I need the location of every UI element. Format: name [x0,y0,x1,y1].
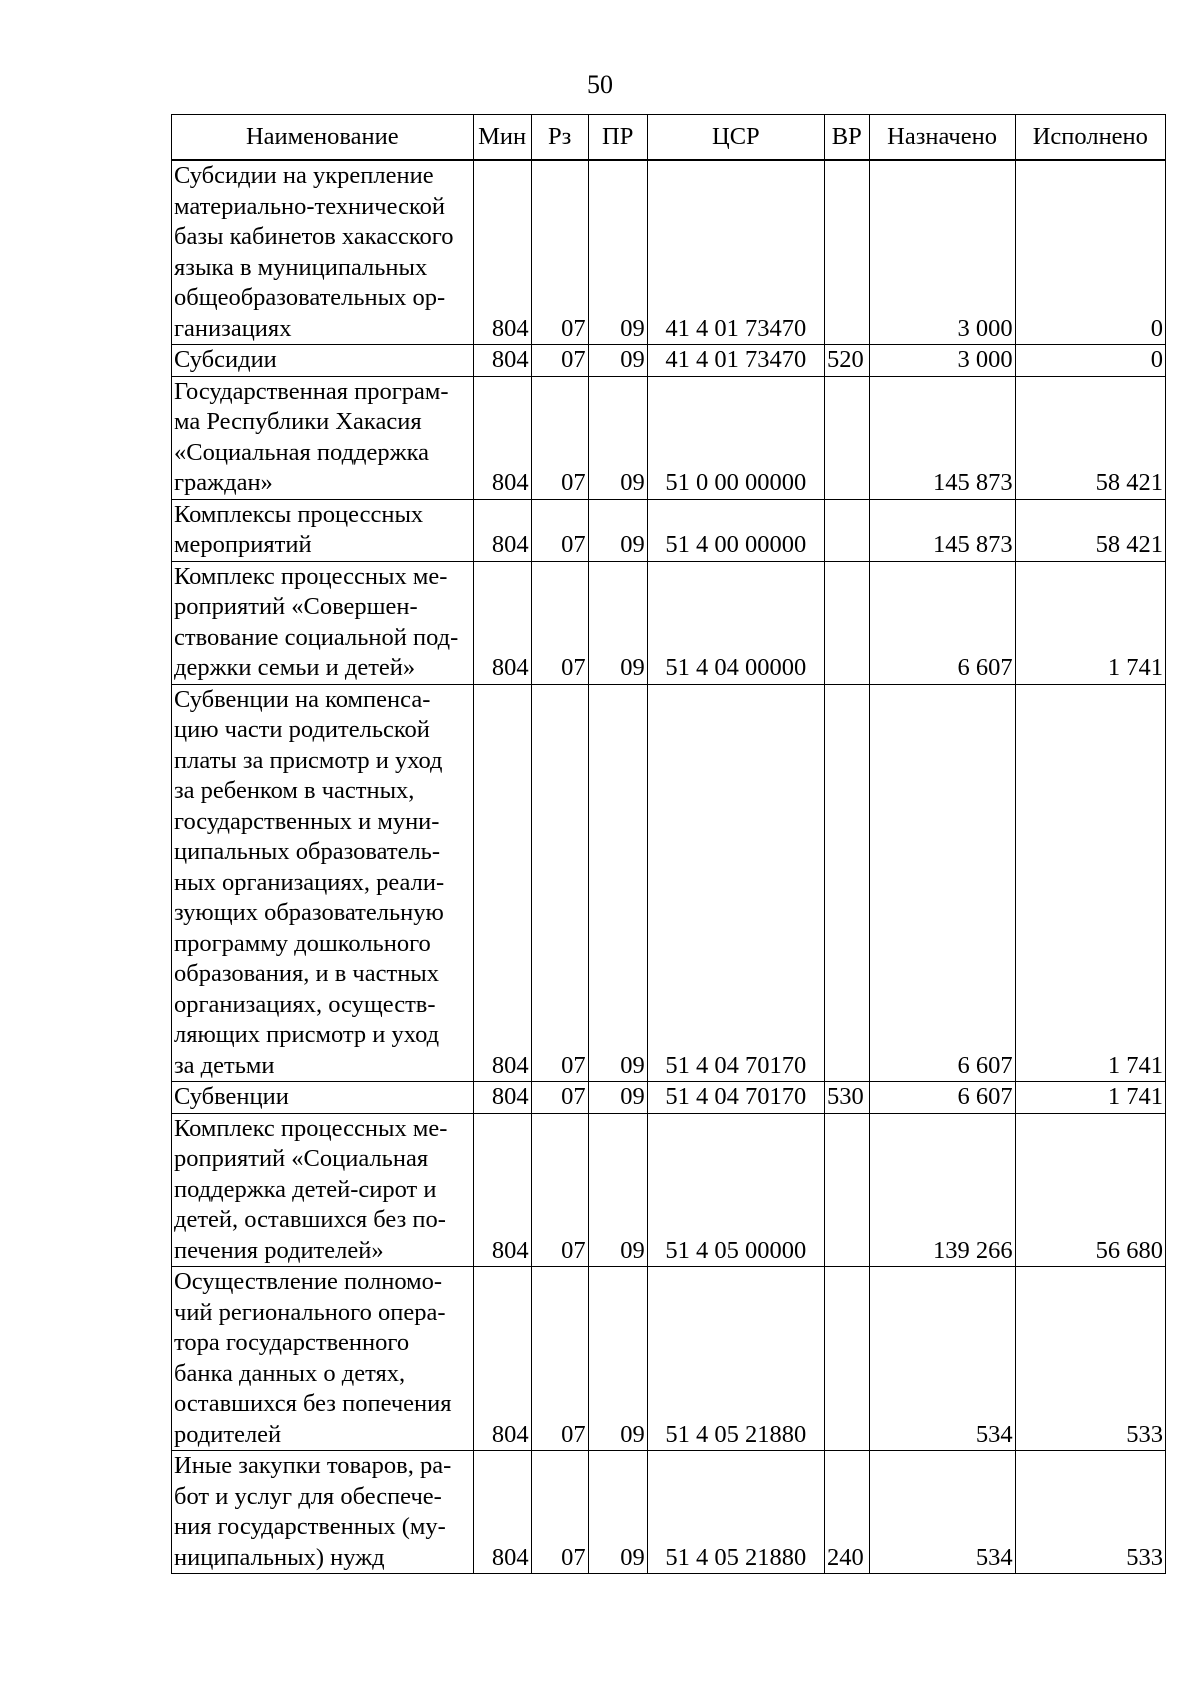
rz-cell: 07 [531,376,588,499]
assigned-cell: 145 873 [869,499,1015,561]
pr-cell: 09 [588,499,647,561]
name-line: языка в муниципальных [174,253,428,281]
table-row [172,160,1166,345]
csr-cell: 41 4 01 73470 [647,345,824,377]
executed-cell: 1 741 [1015,684,1165,1082]
name-line: базы кабинетов хакасского [174,223,454,250]
column-header-rz: Рз [531,115,588,161]
name-line: Субвенции на компенса- [174,685,431,713]
csr-cell: 51 0 00 00000 [647,376,824,499]
name-line: ципальных образователь- [174,838,441,865]
column-header-assigned: Назначено [869,115,1015,161]
rz-cell: 07 [531,1451,588,1574]
vr-cell [824,561,869,684]
name-line: Осуществление полномо- [174,1268,443,1295]
assigned-cell: 139 266 [869,1113,1015,1267]
min-cell: 804 [473,1451,531,1574]
name-line: мероприятий [174,531,312,558]
page-number: 50 [587,70,613,99]
csr-cell: 51 4 04 70170 [647,1082,824,1114]
budget-table [171,114,1166,1574]
vr-cell [824,1267,869,1451]
name-cell [172,1082,474,1114]
assigned-cell: 534 [869,1451,1015,1574]
pr-cell: 09 [588,345,647,377]
min-cell: 804 [473,1113,531,1267]
column-header-vr: ВР [824,115,869,161]
name-line: тора государственного [174,1329,410,1356]
name-line: государственных и муни- [174,807,440,835]
vr-cell: 520 [824,345,869,377]
table-row [172,1267,1166,1451]
pr-cell: 09 [588,1267,647,1451]
name-line: роприятий «Совершен- [174,593,418,620]
csr-cell: 51 4 04 70170 [647,684,824,1082]
executed-cell: 0 [1015,345,1165,377]
name-line: роприятий «Социальная [174,1145,429,1172]
table-body [172,160,1166,1574]
name-line: программу дошкольного [174,929,431,957]
vr-cell [824,1113,869,1267]
rz-cell: 07 [531,561,588,684]
assigned-cell: 3 000 [869,345,1015,377]
name-cell [172,345,474,377]
name-cell [172,684,474,1082]
csr-cell: 51 4 05 00000 [647,1113,824,1267]
assigned-cell: 534 [869,1267,1015,1451]
rz-cell: 07 [531,684,588,1082]
vr-cell: 530 [824,1082,869,1114]
executed-cell: 58 421 [1015,499,1165,561]
name-line: печения родителей» [174,1236,384,1264]
name-line: Государственная програм- [174,377,449,405]
pr-cell: 09 [588,1082,647,1114]
assigned-cell: 145 873 [869,376,1015,499]
name-cell [172,1451,474,1574]
min-cell: 804 [473,160,531,345]
table-header-row [172,115,1166,161]
table-row [172,499,1166,561]
name-line: ганизациях [174,314,292,342]
vr-cell [824,376,869,499]
table-row [172,376,1166,499]
name-line: банка данных о детях, [174,1359,406,1387]
name-line: цию части родительской [174,716,430,743]
rz-cell: 07 [531,160,588,345]
pr-cell: 09 [588,160,647,345]
name-cell [172,160,474,345]
name-line: Иные закупки товаров, ра- [174,1452,452,1479]
column-header-name: Наименование [172,115,474,161]
vr-cell [824,684,869,1082]
csr-cell: 51 4 04 00000 [647,561,824,684]
name-line: Субвенции [174,1083,289,1110]
min-cell: 804 [473,1082,531,1114]
name-line: за детьми [174,1051,275,1079]
table-row [172,345,1166,377]
name-line: ния государственных (му- [174,1513,446,1540]
column-header-min: Мин [473,115,531,161]
table-row [172,684,1166,1082]
column-header-csr: ЦСР [647,115,824,161]
name-cell [172,1267,474,1451]
min-cell: 804 [473,684,531,1082]
min-cell: 804 [473,561,531,684]
column-header-executed: Исполнено [1015,115,1165,161]
assigned-cell: 3 000 [869,160,1015,345]
vr-cell [824,160,869,345]
name-line: граждан» [174,469,273,496]
rz-cell: 07 [531,1267,588,1451]
name-line: оставшихся без попечения [174,1390,452,1417]
csr-cell: 51 4 00 00000 [647,499,824,561]
name-line: общеобразовательных ор- [174,284,446,311]
name-line: чий регионального опера- [174,1298,446,1326]
table-row [172,1113,1166,1267]
name-line: «Социальная поддержка [174,438,429,466]
assigned-cell: 6 607 [869,1082,1015,1114]
vr-cell [824,499,869,561]
executed-cell: 533 [1015,1451,1165,1574]
rz-cell: 07 [531,1082,588,1114]
name-line: Комплексы процессных [174,500,424,528]
column-header-pr: ПР [588,115,647,161]
name-line: материально-технической [174,192,445,220]
name-line: Комплекс процессных ме- [174,562,448,590]
name-cell [172,376,474,499]
executed-cell: 0 [1015,160,1165,345]
executed-cell: 1 741 [1015,1082,1165,1114]
table-row [172,561,1166,684]
csr-cell: 51 4 05 21880 [647,1267,824,1451]
name-line: образования, и в частных [174,960,440,987]
min-cell: 804 [473,499,531,561]
name-line: держки семьи и детей» [174,654,416,681]
pr-cell: 09 [588,376,647,499]
min-cell: 804 [473,1267,531,1451]
executed-cell: 58 421 [1015,376,1165,499]
rz-cell: 07 [531,499,588,561]
rz-cell: 07 [531,1113,588,1267]
name-cell [172,561,474,684]
assigned-cell: 6 607 [869,561,1015,684]
pr-cell: 09 [588,1113,647,1267]
name-line: ма Республики Хакасия [174,408,422,435]
name-cell [172,1113,474,1267]
name-line: детей, оставшихся без по- [174,1206,446,1233]
name-line: Комплекс процессных ме- [174,1114,448,1142]
name-line: ниципальных) нужд [174,1543,385,1571]
pr-cell: 09 [588,561,647,684]
csr-cell: 41 4 01 73470 [647,160,824,345]
name-line: организациях, осуществ- [174,990,436,1018]
assigned-cell: 6 607 [869,684,1015,1082]
csr-cell: 51 4 05 21880 [647,1451,824,1574]
name-line: платы за присмотр и уход [174,746,443,774]
name-line: поддержка детей-сирот и [174,1175,437,1203]
name-line: ных организациях, реали- [174,868,445,896]
name-line: зующих образовательную [174,899,444,926]
table-row [172,1082,1166,1114]
name-cell [172,499,474,561]
pr-cell: 09 [588,684,647,1082]
executed-cell: 56 680 [1015,1113,1165,1267]
pr-cell: 09 [588,1451,647,1574]
name-line: ляющих присмотр и уход [174,1021,440,1048]
rz-cell: 07 [531,345,588,377]
name-line: Субсидии [174,346,277,373]
name-line: родителей [174,1420,282,1448]
min-cell: 804 [473,345,531,377]
name-line: бот и услуг для обеспече- [174,1482,442,1510]
name-line: ствование социальной под- [174,623,459,651]
name-line: за ребенком в частных, [174,777,415,804]
vr-cell: 240 [824,1451,869,1574]
name-line: Субсидии на укрепление [174,162,434,189]
table-row [172,1451,1166,1574]
executed-cell: 1 741 [1015,561,1165,684]
min-cell: 804 [473,376,531,499]
executed-cell: 533 [1015,1267,1165,1451]
